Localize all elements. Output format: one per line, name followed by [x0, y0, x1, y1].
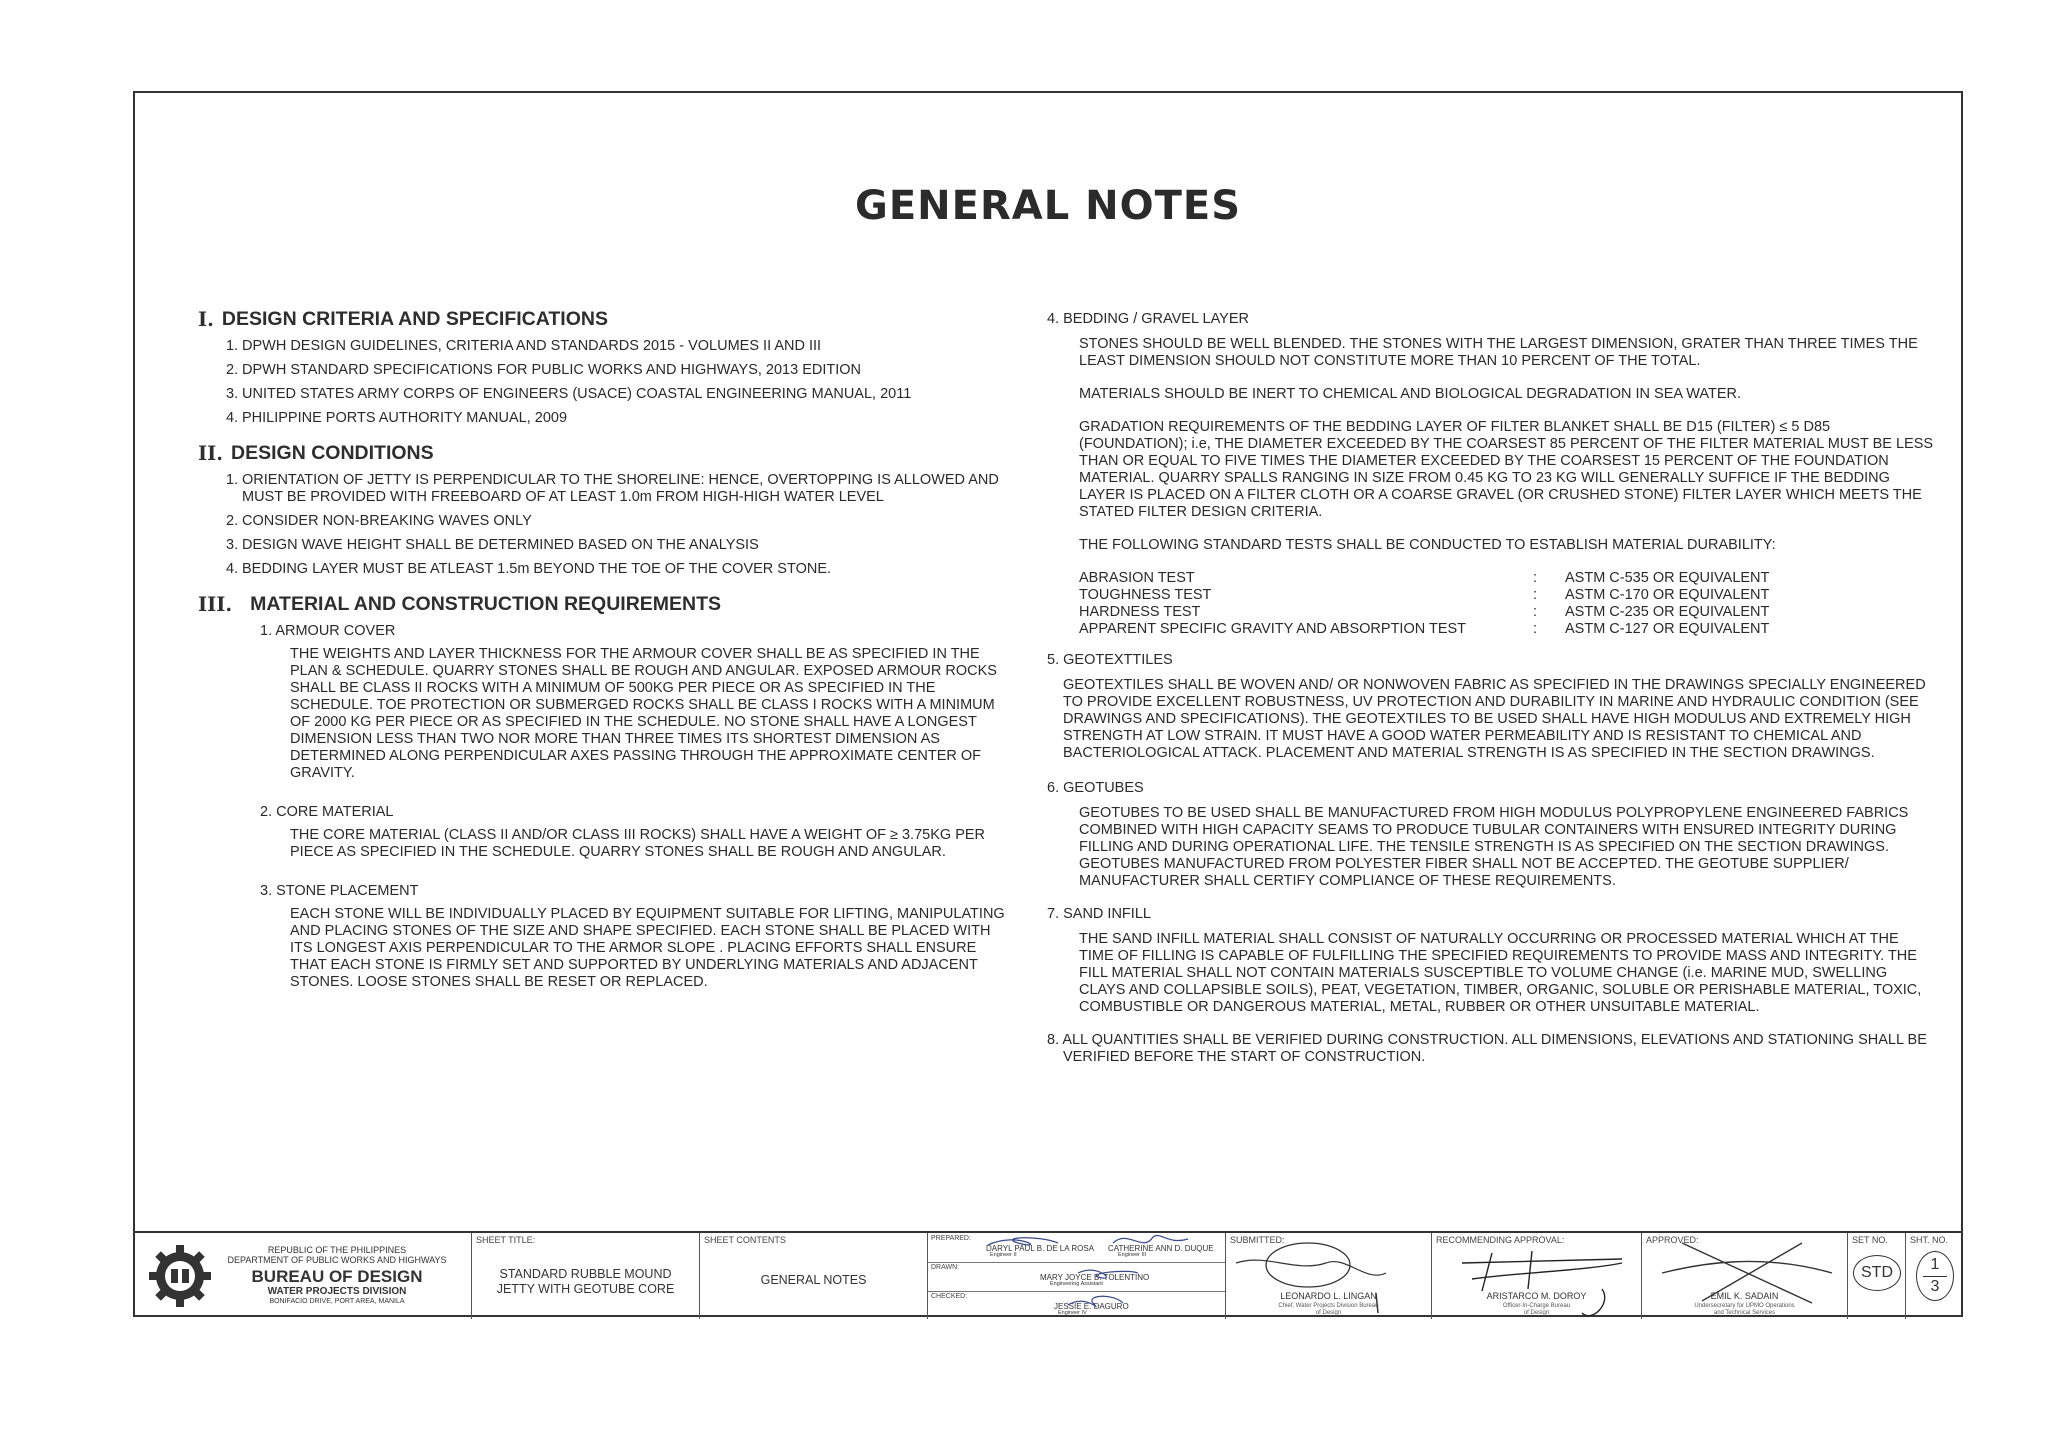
agency-division: WATER PROJECTS DIVISION [267, 1286, 407, 1297]
agency-block [135, 1233, 469, 1319]
section-2-heading [198, 442, 1018, 465]
approved-cell: APPROVED: EMIL K. SADAIN Undersecretary for UPMO Operations and Technical Services [1641, 1233, 1847, 1319]
sheet-contents-cell: SHEET CONTENTS GENERAL NOTES [699, 1233, 927, 1319]
sheet-no-cell: SHT. NO. 1 3 [1905, 1233, 1963, 1319]
page-title: GENERAL NOTES [854, 183, 1242, 229]
agency-line1: REPUBLIC OF THE PHILIPPINES [267, 1245, 407, 1255]
table-row: HARDNESS TEST : ASTM C-235 OR EQUIVALENT [1079, 604, 1770, 620]
sand-infill-heading: 7. SAND INFILL [1047, 906, 1151, 922]
core-material-heading: 2. CORE MATERIAL [260, 804, 394, 820]
list-item: 3. UNITED STATES ARMY CORPS OF ENGINEERS (USACE) COASTAL ENGINEERING MANUAL, 2011 [226, 386, 912, 402]
agency-address: BONIFACIO DRIVE, PORT AREA, MANILA [269, 1298, 405, 1305]
submitted-by: LEONARDO L. LINGAN [1280, 1291, 1377, 1301]
section-1-heading [198, 308, 1018, 331]
left-column [198, 308, 1018, 1013]
recommending-by: ARISTARCO M. DOROY [1486, 1291, 1587, 1301]
geotubes-heading: 6. GEOTUBES [1047, 780, 1144, 796]
dpwh-seal-icon [145, 1241, 215, 1311]
prepared-signatures [928, 1233, 1226, 1319]
recommending-cell: RECOMMENDING APPROVAL: ARISTARCO M. DOROY Officer-In-Charge Bureau of Design [1431, 1233, 1641, 1319]
right-column [1047, 311, 1937, 1066]
agency-name: BUREAU OF DESIGN [251, 1267, 423, 1286]
checked-by: JESSIE E. DAGURO [1054, 1302, 1129, 1311]
list-item: 2. CONSIDER NON-BREAKING WAVES ONLY [226, 513, 532, 529]
section-3-heading [198, 593, 1018, 616]
armour-cover-text: THE WEIGHTS AND LAYER THICKNESS FOR THE ARMOUR COVER SHALL BE AS SPECIFIED IN THE PLAN & SCHEDULE. QUARRY STONES SHALL BE ROUGH AND ANGULAR. EXPOSED ARMOUR ROCKS SHALL BE CLASS II ROCKS WITH A MINIMUM OF 500KG PER PIECE OR AS SPECIFIED IN THE SCHEDULE. TOE PROTECTION OR SUBMERGED ROCKS SHALL BE CLASS I ROCKS WITH A MINIMUM OF 2000 KG PER PIECE OR AS SPECIFIED IN THE SCHEDULE. NO STONE SHALL HAVE A LONGEST DIMENSION LESS THAN TWO NOR MORE THAN THREE TIMES ITS SHORTEST DIMENSION AS DETERMINED ALONG PERPENDICULAR AXES PASSING THROUGH THE APPROXIMATE CENTER OF GRAVITY. [290, 646, 997, 781]
prepared-by-1: DARYL PAUL B. DE LA ROSA [986, 1244, 1095, 1253]
section-title: DESIGN CONDITIONS [231, 442, 434, 464]
prepared-cell: PREPARED: DARYL PAUL B. DE LA ROSA Engineer II CATHERINE ANN D. DUQUE Engineer III DRAWN: MARY JOYCE B. TOLENTINO Engineering Assistant CHECKED: JESSIE E. DAGURO Engineer IV [927, 1233, 1225, 1319]
geotubes-text: GEOTUBES TO BE USED SHALL BE MANUFACTURED FROM HIGH MODULUS POLYPROPYLENE ENGINEERED FABRICS COMBINED WITH HIGH CAPACITY SEAMS TO PRODUCE TUBULAR CONTAINERS WITH ENSURED INTEGRITY DURING FILLING AND DURING OPERATIONAL LIFE. THE TENSILE STRENGTH IS AS SPECIFIED ON THE SECTION DRAWINGS. GEOTUBES MANUFACTURED FROM POLYESTER FIBER SHALL NOT BE ACCEPTED. THE GEOTUBE SUPPLIER/ MANUFACTURER SHALL CERTIFY COMPLIANCE OF THESE REQUIREMENTS. [1079, 805, 1909, 889]
bedding-layer-p1: STONES SHOULD BE WELL BLENDED. THE STONES WITH THE LARGEST DIMENSION, GRATER THAN THREE TIMES THE LEAST DIMENSION SHOULD NOT CONSTITUTE MORE THAN 10 PERCENT OF THE TOTAL. [1079, 336, 1918, 369]
sand-infill-text: THE SAND INFILL MATERIAL SHALL CONSIST OF NATURALLY OCCURRING OR PROCESSED MATERIAL WHICH AT THE TIME OF FILLING IS CAPABLE OF FULFILLING THE SPECIFIED REQUIREMENTS TO PROVIDE MASS AND INTEGRITY. THE FILL MATERIAL SHALL NOT CONTAIN MATERIALS SUSCEPTIBLE TO VOLUME CHANGE (i.e. MARINE MUD, SWELLING CLAYS AND COLLAPSIBLE SOILS), PEAT, VEGETATION, TIMBER, ORGANIC, SOLUBLE OR PERISHABLE MATERIAL, TOXIC, COMBUSTIBLE OR DANGEROUS MATERIAL, METAL, RUBBER OR OTHER UNSUITABLE MATERIAL. [1079, 931, 1922, 1015]
bedding-layer-p4: THE FOLLOWING STANDARD TESTS SHALL BE CONDUCTED TO ESTABLISH MATERIAL DURABILITY: [1079, 537, 1776, 553]
sheet-contents: GENERAL NOTES [760, 1273, 867, 1287]
stone-placement-heading: 3. STONE PLACEMENT [260, 883, 419, 899]
geotextiles-text: GEOTEXTILES SHALL BE WOVEN AND/ OR NONWOVEN FABRIC AS SPECIFIED IN THE DRAWINGS SPECIALLY ENGINEERED TO PROVIDE EXCELLENT ROBUSTNESS, UV PROTECTION AND DURABILITY IN MARINE AND HYDRAULIC CONDITION (SEE DRAWINGS AND SPECIFICATIONS). THE GEOTEXTILES TO BE USED SHALL HAVE HIGH MODULUS AND EXTREMELY HIGH STRENGTH AT LOW STRAIN. IT MUST HAVE A GOOD WATER PERMEABILITY AND IS RESISTANT TO CHEMICAL AND BACTERIOLOGICAL ATTACK. PLACEMENT AND MATERIAL STRENGTH IS AS SPECIFIED IN THE SECTION DRAWINGS. [1063, 677, 1926, 761]
set-no-cell: SET NO. STD [1847, 1233, 1905, 1319]
core-material-text: THE CORE MATERIAL (CLASS II AND/OR CLASS III ROCKS) SHALL HAVE A WEIGHT OF ≥ 3.75KG PER PIECE AS SPECIFIED IN THE SCHEDULE. QUARRY STONES SHALL BE ROUGH AND ANGULAR. [290, 827, 986, 860]
section-number: I. [198, 308, 214, 331]
drawn-by: MARY JOYCE B. TOLENTINO [1040, 1273, 1150, 1282]
section-title: MATERIAL AND CONSTRUCTION REQUIREMENTS [250, 593, 722, 615]
title-block [135, 1231, 1961, 1319]
approved-by: EMIL K. SADAIN [1710, 1291, 1779, 1301]
section-title: DESIGN CRITERIA AND SPECIFICATIONS [221, 308, 608, 330]
prepared-by-2: CATHERINE ANN D. DUQUE [1108, 1244, 1214, 1253]
list-item: 4. BEDDING LAYER MUST BE ATLEAST 1.5m BEYOND THE TOE OF THE COVER STONE. [226, 561, 832, 577]
sheet-no-badge: 1 3 [1916, 1251, 1954, 1301]
bedding-layer-heading: 4. BEDDING / GRAVEL LAYER [1047, 311, 1249, 327]
tests-table [1079, 570, 1849, 638]
sheet-title: STANDARD RUBBLE MOUND JETTY WITH GEOTUBE CORE [496, 1267, 675, 1296]
armour-cover-heading: 1. ARMOUR COVER [260, 623, 396, 639]
table-row: TOUGHNESS TEST : ASTM C-170 OR EQUIVALENT [1079, 587, 1770, 603]
bedding-layer-p3: GRADATION REQUIREMENTS OF THE BEDDING LAYER OF FILTER BLANKET SHALL BE D15 (FILTER) ≤ 5 D85 (FOUNDATION); i.e, THE DIAMETER EXCEEDED BY THE COARSEST 85 PERCENT OF THE FILTER MATERIAL MUST BE LESS THAN OR EQUAL TO FIVE TIMES THE DIAMETER EXCEEDED BY THE COARSEST 15 PERCENT OF THE FOUNDATION MATERIAL. QUARRY SPALLS RANGING IN SIZE FROM 0.45 KG TO 23 KG WILL GENERALLY SUFFICE IF THE BEDDING LAYER IS PLACED ON A FILTER CLOTH OR A COARSE GRAVEL (OR CRUSHED STONE) FILTER LAYER WHICH MEETS THE STATED FILTER DESIGN CRITERIA. [1079, 419, 1934, 520]
stone-placement-text: EACH STONE WILL BE INDIVIDUALLY PLACED BY EQUIPMENT SUITABLE FOR LIFTING, MANIPULATING AND PLACING STONES OF THE SIZE AND SHAPE SPECIFIED. EACH STONE SHALL BE PLACED WITH ITS LONGEST AXIS PERPENDICULAR TO THE ARMOR SLOPE . PLACING EFFORTS SHALL ENSURE THAT EACH STONE IS FIRMLY SET AND SUPPORTED BY UNDERLYING MATERIALS AND ADJACENT STONES. LOOSE STONES SHALL BE RESET OR REPLACED. [290, 906, 1005, 990]
agency-line2: DEPARTMENT OF PUBLIC WORKS AND HIGHWAYS [227, 1255, 447, 1265]
sheet-title-cell: SHEET TITLE: STANDARD RUBBLE MOUND JETTY WITH GEOTUBE CORE [471, 1233, 699, 1319]
section-2-list [226, 472, 1006, 578]
drawing-sheet [133, 91, 1963, 1317]
table-row: APPARENT SPECIFIC GRAVITY AND ABSORPTION TEST : ASTM C-127 OR EQUIVALENT [1079, 621, 1770, 637]
list-item: 3. DESIGN WAVE HEIGHT SHALL BE DETERMINED BASED ON THE ANALYSIS [226, 537, 759, 553]
list-item: 4. PHILIPPINE PORTS AUTHORITY MANUAL, 2009 [226, 410, 568, 426]
section-number: III. [198, 593, 233, 616]
table-row: ABRASION TEST : ASTM C-535 OR EQUIVALENT [1079, 570, 1770, 586]
geotextiles-heading: 5. GEOTEXTTILES [1047, 652, 1173, 668]
section-1-list [226, 338, 1018, 427]
list-item: 1. DPWH DESIGN GUIDELINES, CRITERIA AND STANDARDS 2015 - VOLUMES II AND III [226, 338, 822, 354]
list-item: 2. DPWH STANDARD SPECIFICATIONS FOR PUBLIC WORKS AND HIGHWAYS, 2013 EDITION [226, 362, 862, 378]
submitted-cell: SUBMITTED: LEONARDO L. LINGAN Chief, Water Projects Division Bureau of Design [1225, 1233, 1431, 1319]
section-number: II. [198, 442, 224, 465]
bedding-layer-p2: MATERIALS SHOULD BE INERT TO CHEMICAL AND BIOLOGICAL DEGRADATION IN SEA WATER. [1079, 386, 1742, 402]
set-no-badge: STD [1853, 1255, 1901, 1291]
list-item: 1. ORIENTATION OF JETTY IS PERPENDICULAR TO THE SHORELINE: HENCE, OVERTOPPING IS ALLOWED AND MUST BE PROVIDED WITH FREEBOARD OF AT LEAST 1.0m FROM HIGH-HIGH WATER LEVEL [226, 472, 999, 505]
verification-note: 8. ALL QUANTITIES SHALL BE VERIFIED DURING CONSTRUCTION. ALL DIMENSIONS, ELEVATIONS AND STATIONING SHALL BE VERIFIED BEFORE THE START OF CONSTRUCTION. [1047, 1032, 1927, 1065]
